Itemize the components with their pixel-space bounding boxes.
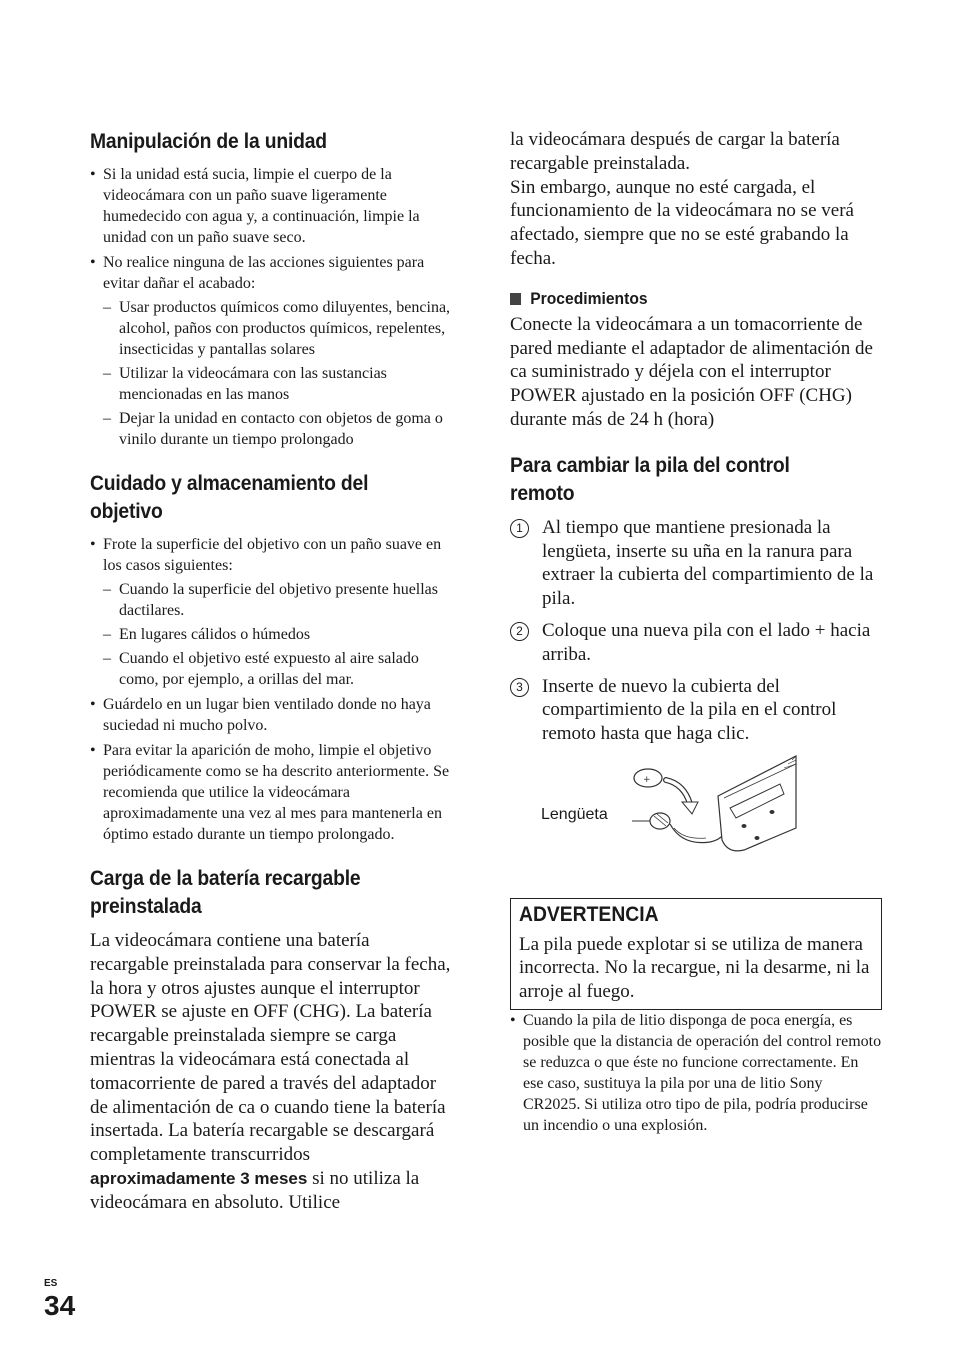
step-number-1-icon: 1 bbox=[510, 519, 529, 538]
list-item bbox=[90, 534, 452, 690]
page-number-value: 34 bbox=[44, 1290, 76, 1321]
lens-care-list bbox=[90, 534, 452, 845]
list-item bbox=[90, 252, 452, 450]
step-item bbox=[510, 675, 882, 746]
language-code: ES bbox=[44, 1278, 58, 1289]
step-text: Al tiempo que mantiene presionada la lengüeta, inserte su uña en la ranura para extraer la cubierta del compartimiento de la pila. bbox=[542, 516, 874, 610]
warning-title: ADVERTENCIA bbox=[519, 902, 659, 926]
list-item-text: No realice ninguna de las acciones siguientes para evitar dañar el acabado: bbox=[103, 254, 425, 292]
left-column bbox=[90, 128, 452, 1215]
step-number-2-icon: 2 bbox=[510, 622, 529, 641]
list-item: • Cuando la pila de litio disponga de poca energía, es posible que la distancia de operación del control remoto se reduzca o que éste no funcione correctamente. En ese caso, sustituya la pila por una de litio Sony CR2025. Si utiliza otro tipo de pila, podría producirse un incendio o una explosión. bbox=[510, 1010, 882, 1136]
handling-list bbox=[90, 164, 452, 450]
battery-text-b: si no utiliza la videocámara en absoluto. Utilice bbox=[90, 1167, 420, 1213]
continuation-text: la videocámara después de cargar la batería recargable preinstalada. bbox=[510, 129, 840, 174]
remote-battery-figure bbox=[510, 754, 882, 866]
list-item: • Si la unidad está sucia, limpie el cuerpo de la videocámara con un paño suave ligeramente humedecido con agua y, a continuación, limpie la unidad con un paño suave seco. bbox=[90, 164, 452, 248]
step-text: Coloque una nueva pila con el lado + hacia arriba. bbox=[542, 619, 871, 665]
sub-list-item: – Utilizar la videocámara con las sustancias mencionadas en las manos bbox=[103, 363, 452, 405]
procedures-text: Conecte la videocámara a un tomacorriente de pared mediante el adaptador de alimentación de ca suministrado y déjela con el interruptor POWER ajustado en la posición OFF (CHG) durante más de 24 h (hora) bbox=[510, 313, 873, 430]
svg-text:+: + bbox=[643, 774, 651, 785]
heading-remote-battery: Para cambiar la pila del control remoto bbox=[510, 453, 790, 505]
battery-paragraph bbox=[90, 929, 452, 1215]
sub-list-item: – En lugares cálidos o húmedos bbox=[103, 624, 452, 645]
procedures-title: Procedimientos bbox=[530, 288, 648, 308]
right-column bbox=[510, 128, 882, 1140]
heading-lens-care: Cuidado y almacenamiento del objetivo bbox=[90, 472, 369, 523]
continuation-text-2: Sin embargo, aunque no esté cargada, el funcionamiento de la videocámara no se verá afectado, siempre que no se esté grabando la fecha. bbox=[510, 176, 854, 269]
sub-list-item: – Cuando la superficie del objetivo presente huellas dactilares. bbox=[103, 579, 452, 621]
remote-steps bbox=[510, 516, 882, 746]
list-item-text: Frote la superficie del objetivo con un paño suave en los casos siguientes: bbox=[103, 536, 442, 574]
sub-list-item: – Usar productos químicos como diluyentes, bencina, alcohol, paños con productos químicos, repelentes, insecticidas y pantallas solares bbox=[103, 297, 452, 360]
battery-bold-text: aproximadamente 3 meses bbox=[90, 1168, 308, 1188]
heading-battery-charge: Carga de la batería recargable preinstalada bbox=[90, 867, 361, 918]
figure-label-tab: Lengüeta bbox=[541, 805, 608, 823]
sub-list-item: – Cuando el objetivo esté expuesto al aire salado como, por ejemplo, a orillas del mar. bbox=[103, 648, 452, 690]
step-text: Inserte de nuevo la cubierta del compartimiento de la pila en el control remoto hasta que haga clic. bbox=[542, 675, 837, 745]
list-item: • Guárdelo en un lugar bien ventilado donde no haya suciedad ni mucho polvo. bbox=[90, 694, 452, 736]
battery-note-list bbox=[510, 1010, 882, 1136]
warning-box bbox=[510, 898, 882, 1010]
step-number-3-icon: 3 bbox=[510, 678, 529, 697]
list-item: • Para evitar la aparición de moho, limpie el objetivo periódicamente como se ha descrito anteriormente. Se recomienda que utilice la videocámara aproximadamente una vez al mes para mantenerla en óptimo estado durante un tiempo prolongado. bbox=[90, 740, 452, 845]
warning-text: La pila puede explotar si se utiliza de manera incorrecta. No la recargue, ni la desarme, ni la arroje al fuego. bbox=[519, 933, 870, 1002]
remote-control-illustration-icon bbox=[632, 754, 798, 862]
sub-list-item: – Dejar la unidad en contacto con objetos de goma o vinilo durante un tiempo prolongado bbox=[103, 408, 452, 450]
square-bullet-icon bbox=[510, 293, 521, 305]
battery-text-a: La videocámara contiene una batería recargable preinstalada para conservar la fecha, la hora y otros ajustes aunque el interruptor POWER se ajuste en OFF (CHG). La batería recargable preinstalada siempre se carga mientras la videocámara está conectada al tomacorriente de pared a través del adaptador de alimentación de ca o cuando tiene la batería insertada. La batería recargable se descargará completamente transcurridos bbox=[90, 930, 451, 1166]
page-number bbox=[44, 1278, 75, 1322]
sub-list bbox=[103, 297, 452, 450]
step-item bbox=[510, 619, 882, 667]
step-item bbox=[510, 516, 882, 611]
sub-list bbox=[103, 579, 452, 690]
procedures-heading bbox=[510, 287, 852, 311]
heading-handling: Manipulación de la unidad bbox=[90, 130, 327, 153]
